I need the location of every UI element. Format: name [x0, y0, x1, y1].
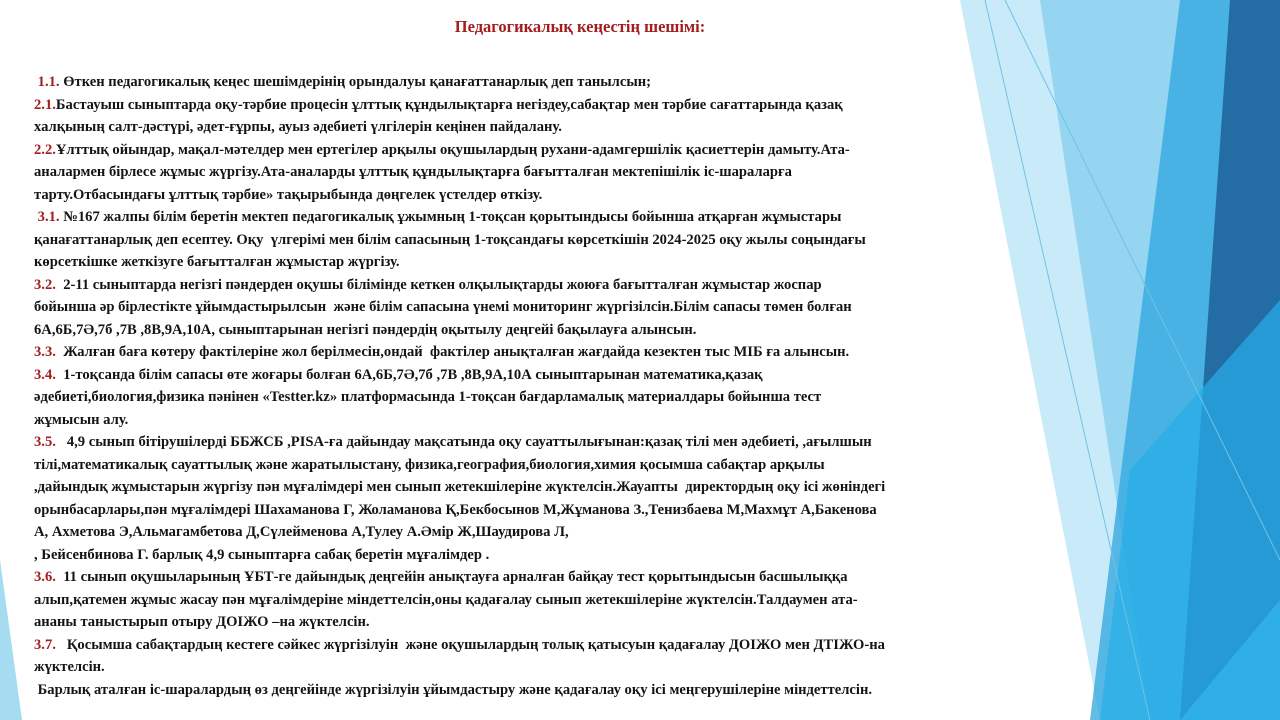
- decision-item: [34, 679, 1130, 702]
- decision-text-line: жұмысын алу.: [34, 411, 129, 428]
- decision-text-line: халқының салт-дәстүрі, әдет-ғұрпы, ауыз әдебиеті үлгілерін кеңінен пайдалану.: [34, 119, 562, 135]
- decision-number: 3.5.: [34, 434, 56, 450]
- decision-text-line: жүктелсін.: [34, 659, 105, 675]
- decision-text-line: ,дайындық жұмыстарын жүргізу пән мұғалімдері мен сынып жетекшілеріне жүктелсін.Жауапты директордың оқу ісі жөніндегі: [34, 479, 886, 495]
- decision-number: 3.2.: [34, 276, 56, 293]
- decision-item: [34, 364, 1130, 432]
- decision-number: 3.6.: [34, 569, 56, 585]
- decision-text-line: 4,9 сынып бітірушілерді ББЖСБ ,PISA-ға дайындау мақсатында оқу сауаттылығынан:қазақ тілі мен әдебиеті, ,ағылшын: [55, 434, 872, 450]
- decision-text-line: , Бейсенбинова Г. барлық 4,9 сыныптарға сабақ беретін мұғалімдер .: [34, 546, 490, 563]
- decision-text-line: аналармен бірлесе жұмыс жүргізу.Ата-аналарды ұлттық құндылықтарға бағытталған мектепішілік іс-шараларға: [34, 164, 792, 180]
- decision-text-line: Барлық аталған іс-шаралардың өз деңгейінде жүргізілуін ұйымдастыру және қадағалау оқу ісі меңгерушілеріне міндеттелсін.: [34, 681, 873, 698]
- decision-number: 2.1.: [34, 96, 56, 113]
- decision-text-line: Ұлттық ойындар, мақал-мәтелдер мен ертегілер арқылы оқушылардың рухани-адамгершілік қасиеттерін дамыту.Ата-: [55, 141, 850, 158]
- decision-number: 2.2.: [34, 141, 56, 158]
- decision-item: [34, 94, 1130, 139]
- decision-item: [34, 206, 1130, 274]
- decision-item: [34, 634, 1130, 679]
- decision-text-line: №167 жалпы білім беретін мектеп педагогикалық ұжымның 1-тоқсан қорытындысы бойынша атқарған жұмыстары: [59, 209, 842, 225]
- decision-text-line: А, Ахметова Э,Альмагамбетова Д,Сүлейменова А,Тулеу А.Әмір Ж,Шаудирова Л,: [34, 524, 569, 540]
- decision-text-line: Жалған баға көтеру фактілеріне жол берілмесін,ондай фактілер анықталған жағдайда кезектен тыс МІБ ға алынсын.: [55, 344, 850, 360]
- decision-item: [34, 71, 1130, 94]
- decision-text-line: әдебиеті,биология,физика пәнінен «Testter.kz» платформасында 1-тоқсан бағдарламалық материалдары бойынша тест: [34, 389, 822, 405]
- decision-item: [34, 566, 1130, 634]
- decision-list: [34, 71, 1130, 701]
- slide-title: Педагогикалық кеңестің шешімі:: [454, 17, 706, 36]
- decision-number: 3.1.: [34, 209, 60, 225]
- decision-number: 1.1.: [34, 74, 60, 90]
- decision-text-line: Қосымша сабақтардың кестеге сәйкес жүргізілуін және оқушылардың толық қатысуын қадағалау ДОІЖО мен ДТІЖО-на: [55, 636, 885, 653]
- decision-text-line: ананы таныстырып отыру ДОІЖО –на жүктелсін.: [34, 614, 370, 630]
- decision-text-line: тарту.Отбасындағы ұлттық тәрбие» тақырыбында дөңгелек үстелдер өткізу.: [34, 186, 543, 203]
- decision-text-line: 6А,6Б,7Ә,7б ,7В ,8В,9А,10А, сыныптарынан негізгі пәндердің оқытылу деңгейі бақылауға алынсын.: [34, 321, 697, 338]
- decision-item: [34, 274, 1130, 342]
- decision-number: 3.3.: [34, 344, 56, 360]
- decision-text-line: 1-тоқсанда білім сапасы өте жоғары болған 6А,6Б,7Ә,7б ,7В ,8В,9А,10А сыныптарынан математика,қазақ: [55, 366, 763, 383]
- decision-text-line: тілі,математикалық сауаттылық және жаратылыстану, физика,география,биология,химия қосымша сабақтар арқылы: [34, 456, 825, 473]
- decision-text-line: Бастауыш сыныптарда оқу-тәрбие процесін ұлттық құндылықтарға негіздеу,сабақтар мен тәрбие сағаттарында қазақ: [55, 96, 843, 113]
- decision-item: [34, 341, 1130, 364]
- decision-text-line: 2-11 сыныптарда негізгі пәндерден оқушы білімінде кеткен олқылықтарды жоюға бағытталған жұмыстар жоспар: [55, 276, 822, 293]
- decision-number: 3.4.: [34, 366, 56, 383]
- decision-text-line: алып,қатемен жұмыс жасау пән мұғалімдеріне міндеттелсін,оны қадағалау сынып жетекшілеріне жүктелсін.Талдаумен ата-: [34, 591, 858, 608]
- decision-text-line: бойынша әр бірлестікте ұйымдастырылсын және білім сапасына үнемі мониторинг жүргізілсін.Білім сапасы төмен болған: [34, 299, 852, 315]
- decision-text-line: қанағаттанарлық деп есептеу. Оқу үлгерімі мен білім сапасының 1-тоқсандағы көрсеткішін 2024-2025 оқу жылы соңындағы: [34, 231, 866, 248]
- decision-text-line: орынбасарлары,пән мұғалімдері Шахаманова Г, Жоламанова Қ,Бекбосынов М,Жұманова З.,Тенизбаева М,Махмұт А,Бакенова: [34, 501, 877, 518]
- decision-number: 3.7.: [34, 636, 56, 653]
- decision-text-line: Өткен педагогикалық кеңес шешімдерінің орындалуы қанағаттанарлық деп танылсын;: [59, 74, 651, 90]
- decision-item: [34, 139, 1130, 207]
- decision-item: [34, 431, 1130, 566]
- decision-text-line: 11 сынып оқушыларының ҰБТ-ге дайындық деңгейін анықтауға арналған байқау тест қорытындысын басшылыққа: [55, 569, 848, 585]
- decision-text-line: көрсеткішке жеткізуге бағытталған жұмыстар жүргізу.: [34, 254, 400, 270]
